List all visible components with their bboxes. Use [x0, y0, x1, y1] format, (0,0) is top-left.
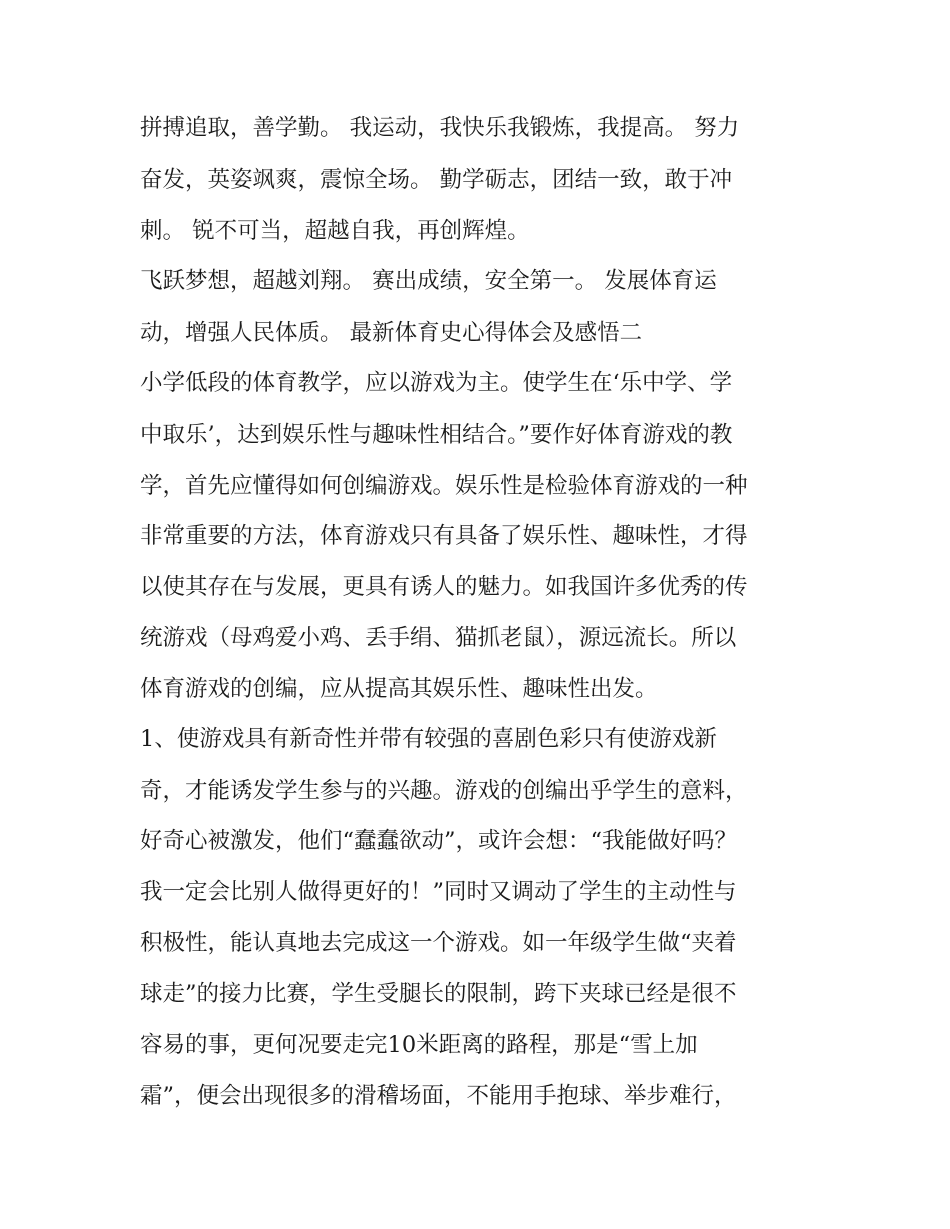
- text-line: 我一定会比别人做得更好的！”同时又调动了学生的主动性与: [140, 879, 737, 905]
- text-line: 学，首先应懂得如何创编游戏。娱乐性是检验体育游戏的一种: [140, 473, 748, 499]
- text-line: 霜”，便会出现很多的滑稽场面，不能用手抱球、举步难行，: [140, 1083, 737, 1109]
- text-line: 小学低段的体育教学，应以游戏为主。使学生在‘乐中学、学: [140, 370, 733, 396]
- text-line: 球走”的接力比赛，学生受腿长的限制，跨下夹球已经是很不: [140, 981, 737, 1007]
- text-line: 统游戏（母鸡爱小鸡、丢手绢、猫抓老鼠），源远流长。所以: [140, 625, 737, 651]
- text-line: 以使其存在与发展，更具有诱人的魅力。如我国许多优秀的传: [140, 574, 748, 600]
- text-line: 刺。 锐不可当，超越自我，再创辉煌。: [140, 218, 530, 244]
- text-line: 体育游戏的创编，应从提高其娱乐性、趣味性出发。: [140, 676, 658, 702]
- text-line: 中取乐’，达到娱乐性与趣味性相结合。”要作好体育游戏的教: [140, 422, 733, 448]
- text-line: 奋发，英姿飒爽，震惊全场。 勤学砺志，团结一致，敢于冲: [140, 167, 733, 193]
- text-line: 拼搏追取，善学勤。 我运动，我快乐我锻炼，我提高。 努力: [140, 115, 740, 141]
- text-line: 动，增强人民体质。 最新体育史心得体会及感悟二: [140, 320, 643, 346]
- text-line: 奇，才能诱发学生参与的兴趣。游戏的创编出乎学生的意料，: [140, 778, 748, 804]
- text-line: 积极性，能认真地去完成这一个游戏。如一年级学生做“夹着: [140, 930, 737, 956]
- text-line: 非常重要的方法，体育游戏只有具备了娱乐性、趣味性，才得: [140, 523, 748, 549]
- text-line: 容易的事，更何况要走完10米距离的路程，那是“雪上加: [140, 1032, 698, 1058]
- text-line: 1、使游戏具有新奇性并带有较强的喜剧色彩只有使游戏新: [140, 726, 717, 752]
- text-line: 飞跃梦想，超越刘翔。 赛出成绩，安全第一。 发展体育运: [140, 268, 717, 294]
- text-line: 好奇心被激发，他们“蠢蠢欲动”，或许会想：“我能做好吗？: [140, 828, 738, 854]
